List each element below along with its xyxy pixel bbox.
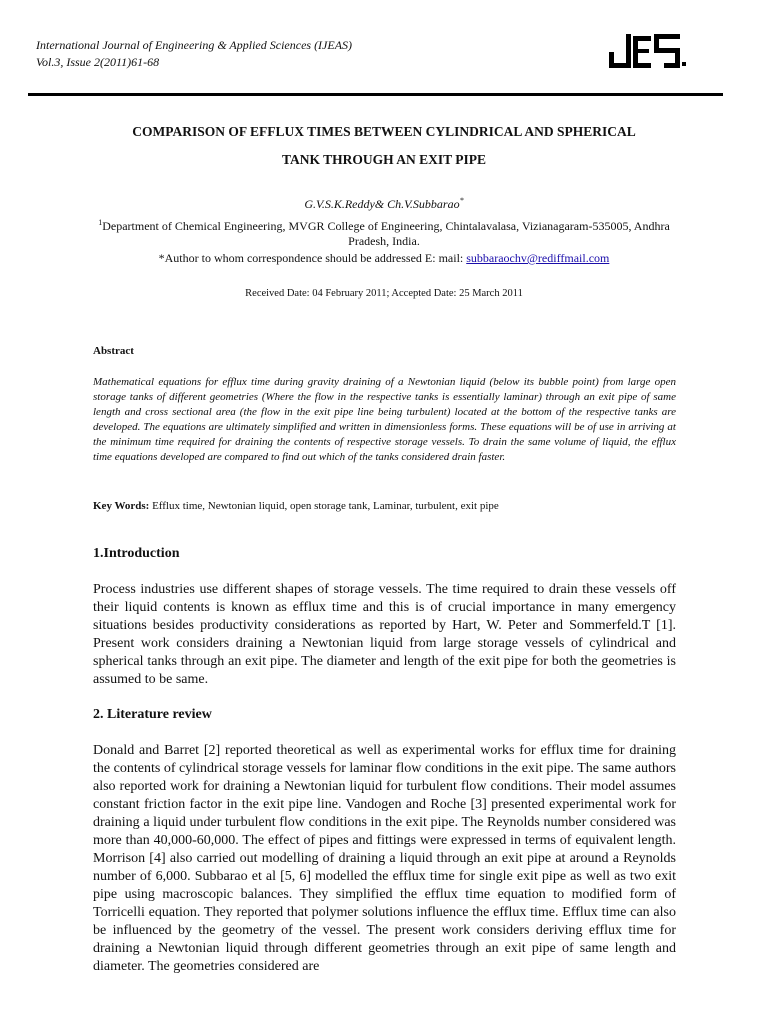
title-line-1: COMPARISON OF EFFLUX TIMES BETWEEN CYLINDRICAL AND SPHERICAL <box>132 124 636 139</box>
ijeas-logo <box>606 28 692 72</box>
submission-dates: Received Date: 04 February 2011; Accepted Date: 25 March 2011 <box>245 288 523 299</box>
section-introduction-heading: 1.Introduction <box>93 546 180 561</box>
header-rule <box>28 93 723 96</box>
authors <box>0 197 768 212</box>
abstract-heading: Abstract <box>93 345 134 357</box>
keywords-text: Efflux time, Newtonian liquid, open storage tank, Laminar, turbulent, exit pipe <box>149 500 499 512</box>
journal-header <box>36 37 352 71</box>
affiliation <box>88 219 680 249</box>
title-line-2: TANK THROUGH AN EXIT PIPE <box>281 152 487 167</box>
journal-name: International Journal of Engineering & Applied Sciences (IJEAS) <box>36 38 353 52</box>
journal-volume: Vol.3, Issue 2(2011)61-68 <box>36 55 160 69</box>
paper-title <box>60 118 708 174</box>
correspondence-text: *Author to whom correspondence should be addressed E: mail: <box>158 251 467 265</box>
affiliation-mark: 1 <box>98 218 103 227</box>
keywords-label: Key Words: <box>93 500 150 512</box>
correspondence <box>0 251 768 266</box>
section-literature-heading: 2. Literature review <box>93 707 212 722</box>
author-names: G.V.S.K.Reddy& Ch.V.Subbarao <box>304 197 460 211</box>
abstract-text: Mathematical equations for efflux time during gravity draining of a Newtonian liquid (below its bubble point) from large open storage tanks of different geometries (Where the flow in the respective tanks is essentially laminar) through an exit pipe of same length and cross sectional area (the flow in the exit pipe line being turbulent) located at the bottom of the respective tanks are developed. The equations are ultimately simplified and written in dimensionless forms. These equations will be of use in arriving at the minimum time required for draining the contents of respective storage vessels. To drain the same volume of liquid, the efflux time equations developed are compared to find out which of the tanks considered drain faster. <box>93 376 676 463</box>
keywords <box>93 500 499 512</box>
section-introduction-text: Process industries use different shapes of storage vessels. The time required to drain these vessels off their liquid contents is known as efflux time and this is of crucial importance in many emergency situations besides productivity considerations as reported by Hart, W. Peter and Sommerfeld.T [1]. Present work considers draining a Newtonian liquid from large storage vessels of cylindrical and spherical tanks through an exit pipe. The diameter and length of the exit pipe for both the geometries is assumed to be same. <box>93 582 676 687</box>
corresponding-mark: * <box>459 196 464 205</box>
affiliation-text: Department of Chemical Engineering, MVGR College of Engineering, Chintalavalasa, Vizianagaram-535005, Andhra Pradesh, India. <box>102 219 670 248</box>
email-link[interactable]: subbaraochv@rediffmail.com <box>466 251 610 265</box>
section-literature-text: Donald and Barret [2] reported theoretical as well as experimental works for efflux time for draining the contents of cylindrical storage vessels for laminar flow conditions in the exit pipe. The same authors also reported work for draining a Newtonian liquid for turbulent flow conditions. Their model assumes constant friction factor in the exit pipe line. Vandogen and Roche [3] presented experimental work for draining a liquid under turbulent flow conditions in the exit pipe. The Reynolds number considered was more than 40,000-60,000. The effect of pipes and fittings were expressed in terms of equivalent length. Morrison [4] also carried out modelling of draining a liquid through an exit pipe at around a Reynolds number of 6,000. Subbarao et al [5, 6] modelled the efflux time for single exit pipe as well as two exit pipe using macroscopic balances. They simplified the efflux time equation to modified form of Torricelli equation. They reported that polymer solutions influence the efflux time. Efflux time can also be influenced by the geometry of the vessel. The present work considers deriving efflux time for draining a Newtonian liquid through different geometries through an exit pipe of same length and diameter. The geometries considered are <box>93 743 676 974</box>
